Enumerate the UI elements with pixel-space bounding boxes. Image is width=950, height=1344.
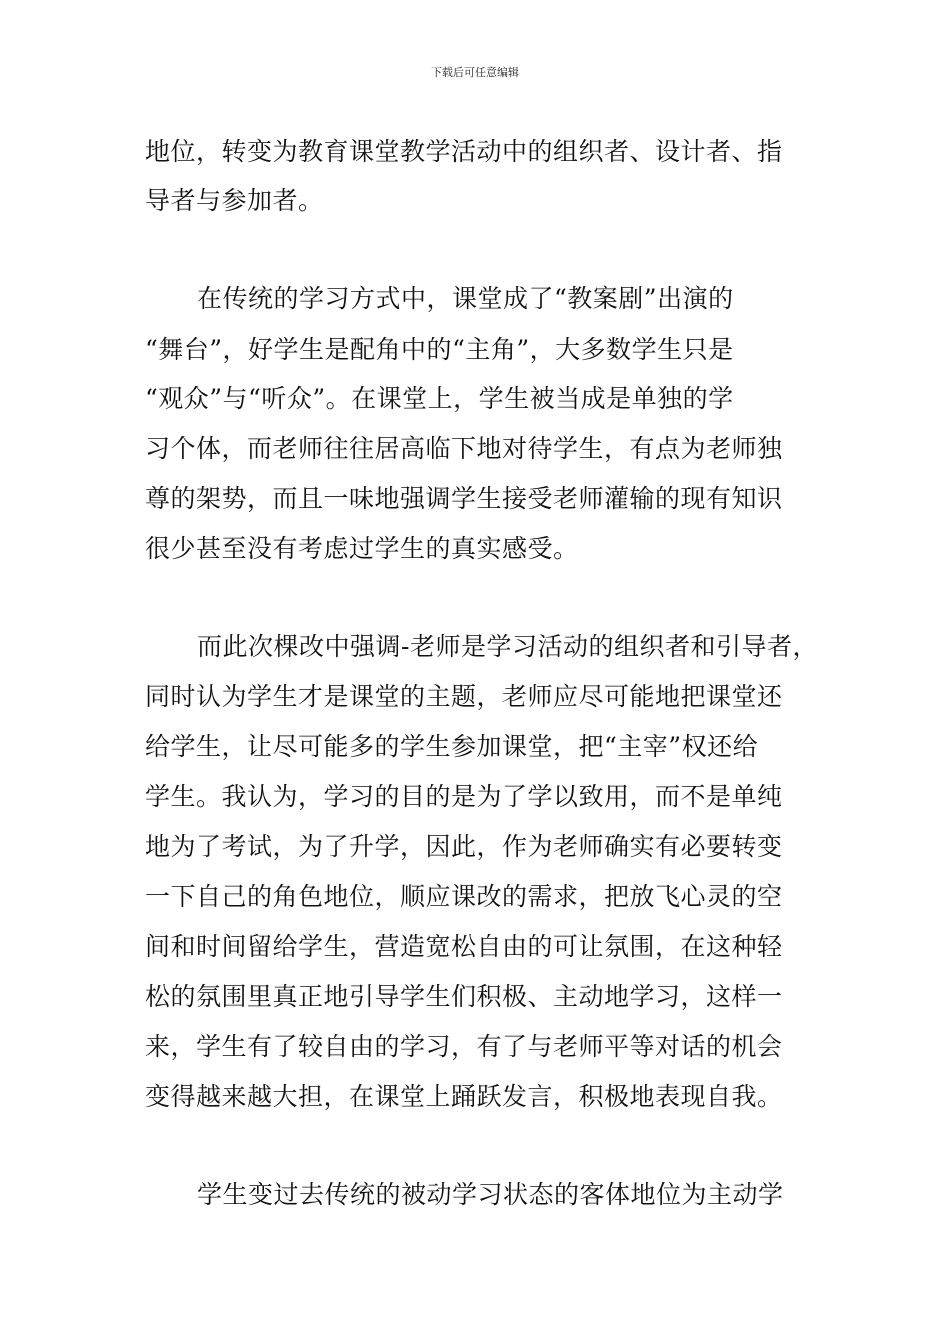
paragraph-3-line-10: 变得越来越大担，在课堂上踊跃发言，积极地表现自我。 — [145, 1082, 783, 1111]
paragraph-2-line-3: “观众”与“听众”。在课堂上，学生被当成是单独的学 — [145, 384, 734, 413]
paragraph-3-line-3: 给学生，让尽可能多的学生参加课堂，把“主宰”权还给 — [145, 732, 759, 761]
paragraph-3-line-5: 地为了考试，为了升学，因此，作为老师确实有必要转变 — [145, 832, 783, 861]
paragraph-3-line-6: 一下自己的角色地位，顺应课改的需求，把放飞心灵的空 — [145, 882, 783, 911]
paragraph-3-line-8: 松的氛围里真正地引导学生们积极、主动地学习，这样一 — [145, 982, 783, 1011]
paragraph-2-line-2: “舞台”，好学生是配角中的“主角”，大多数学生只是 — [145, 335, 734, 364]
paragraph-2-line-6: 很少甚至没有考虑过学生的真实感受。 — [145, 534, 579, 563]
page-header-note: 下载后可任意编辑 — [431, 66, 519, 79]
paragraph-1-line-1: 地位，转变为教育课堂教学活动中的组织者、设计者、指 — [145, 137, 783, 166]
paragraph-2-line-1: 在传统的学习方式中，课堂成了“教案剧”出演的 — [197, 284, 734, 313]
paragraph-3-line-2: 同时认为学生才是课堂的主题，老师应尽可能地把课堂还 — [145, 682, 783, 711]
paragraph-2-line-5: 尊的架势，而且一味地强调学生接受老师灌输的现有知识 — [145, 484, 783, 513]
paragraph-1-line-2: 导者与参加者。 — [145, 186, 324, 215]
paragraph-3-line-1: 而此次棵改中强调-老师是学习活动的组织者和引导者， — [197, 632, 818, 661]
paragraph-4-line-1: 学生变过去传统的被动学习状态的客体地位为主动学 — [197, 1180, 784, 1209]
paragraph-3-line-7: 间和时间留给学生，营造宽松自由的可让氛围，在这种轻 — [145, 932, 783, 961]
paragraph-3-line-9: 来，学生有了较自由的学习，有了与老师平等对话的机会 — [145, 1032, 783, 1061]
paragraph-2-line-4: 习个体，而老师往往居高临下地对待学生，有点为老师独 — [145, 434, 783, 463]
paragraph-3-line-4: 学生。我认为，学习的目的是为了学以致用，而不是单纯 — [145, 782, 783, 811]
